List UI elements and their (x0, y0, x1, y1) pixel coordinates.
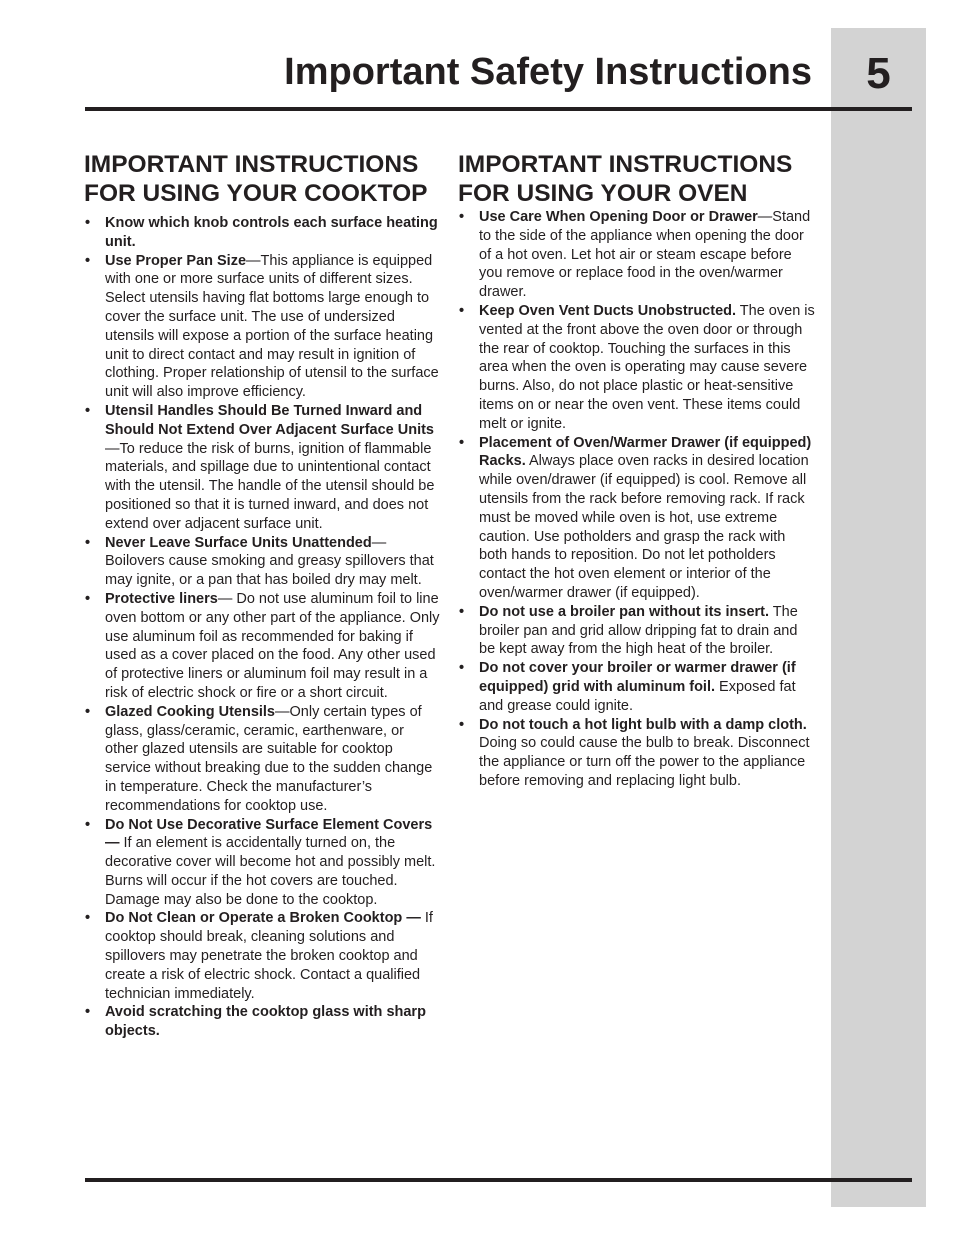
list-item (84, 252, 440, 402)
item-text: —To reduce the risk of burns, ignition of flammable materials, and spillage due to unintentional contact with the utensil. The handle of the utensil should be positioned so that it is turned inward, and does not extend over adjacent surface unit. (105, 440, 435, 532)
item-lead: Keep Oven Vent Ducts Unobstructed. (479, 302, 737, 319)
list-item (84, 402, 440, 534)
item-text: —Only certain types of glass, glass/ceramic, ceramic, earthenware, or other glazed utensils are suitable for cooktop service without breaking due to the sudden change in temperature. Check the manufacturer’s recommendations for cooktop use. (105, 703, 433, 814)
cooktop-instruction-list (84, 214, 440, 1041)
top-rule (85, 107, 912, 111)
list-item (458, 302, 816, 434)
cooktop-heading-line2: FOR USING YOUR COOKTOP (84, 180, 428, 207)
item-lead: Placement of Oven/Warmer Drawer (if equipped) Racks. (479, 434, 812, 470)
item-lead: Do not use a broiler pan without its insert. (479, 603, 770, 620)
page-title: Important Safety Instructions (284, 51, 812, 93)
cooktop-heading (84, 150, 440, 208)
list-item (458, 434, 816, 603)
oven-heading-line2: FOR USING YOUR OVEN (458, 180, 748, 207)
item-lead: Know which knob controls each surface heating unit. (105, 215, 438, 250)
list-item (458, 603, 816, 659)
list-item (84, 1003, 440, 1041)
item-text: The oven is vented at the front above the oven door or through the rear of cooktop. Touching the surfaces in this area when the oven is operating may cause severe burns. Also, do not place plastic or heat-sensitive items on or near the oven vent. These items could melt or ignite. (479, 302, 815, 432)
item-lead: Do not cover your broiler or warmer drawer (if equipped) grid with aluminum foil. (479, 660, 796, 695)
item-lead: Glazed Cooking Utensils (105, 703, 275, 720)
oven-section (458, 150, 816, 791)
page-side-tab (831, 28, 926, 1207)
item-text: Doing so could cause the bulb to break. Disconnect the appliance or turn off the power to the appliance before removing and replacing light bulb. (479, 735, 810, 789)
oven-instruction-list (458, 208, 816, 791)
item-lead: Do Not Use Decorative Surface Element Covers— (105, 816, 433, 852)
bottom-rule (85, 1178, 912, 1182)
item-lead: Do Not Clean or Operate a Broken Cooktop — (105, 910, 421, 927)
list-item (84, 214, 440, 252)
item-text: If an element is accidentally turned on, the decorative cover will become hot and possibly melt. Burns will occur if the hot covers are touched. Damage may also be done to the cooktop. (105, 835, 436, 908)
item-text: If cooktop should break, cleaning solutions and spillovers may penetrate the broken cooktop and create a risk of electric shock. Contact a qualified technician immediately. (105, 910, 433, 1002)
item-text: Always place oven racks in desired location while oven/drawer (if equipped) is cool. Remove all utensils from the rack before removing rack. If rack must be moved while oven is hot, use extreme caution. Use potholders and grasp the rack with both hands to reposition. Do not let potholders contact the hot oven element or interior of the oven/warmer drawer (if equipped). (479, 453, 809, 601)
item-text: —This appliance is equipped with one or more surface units of different sizes. Select utensils having flat bottoms large enough to cover the surface unit. The use of undersized utensils will expose a portion of the surface heating unit to direct contact and may result in ignition of clothing. Proper relationship of utensil to the surface unit will also improve efficiency. (105, 252, 439, 401)
cooktop-section (84, 150, 440, 1041)
item-lead: Use Care When Opening Door or Drawer (479, 209, 758, 225)
item-lead: Never Leave Surface Units Unattended (105, 534, 372, 551)
list-item (84, 703, 440, 816)
item-text: — Do not use aluminum foil to line oven bottom or any other part of the appliance. Only use aluminum foil as recommended for baking if used as a cover placed on the food. Any other used of protective liners or aluminum foil may result in a risk of electric shock or fire or a short circuit. (105, 590, 440, 701)
list-item (458, 659, 816, 715)
list-item (458, 208, 816, 302)
item-text: Exposed fat and grease could ignite. (479, 678, 796, 714)
item-lead: Protective liners (105, 590, 218, 607)
list-item (84, 909, 440, 1003)
list-item (84, 534, 440, 590)
cooktop-heading-line1: IMPORTANT INSTRUCTIONS (84, 151, 419, 178)
item-lead: Use Proper Pan Size (105, 252, 247, 269)
item-lead: Do not touch a hot light bulb with a damp cloth. (479, 716, 807, 733)
item-text: The broiler pan and grid allow dripping fat to drain and be kept away from the high heat of the broiler. (479, 603, 798, 658)
oven-heading (458, 150, 816, 208)
list-item (84, 816, 440, 910)
page-number: 5 (866, 49, 891, 98)
list-item (84, 590, 440, 703)
oven-heading-line1: IMPORTANT INSTRUCTIONS (458, 151, 793, 178)
list-item (458, 716, 816, 791)
item-lead: Utensil Handles Should Be Turned Inward and Should Not Extend Over Adjacent Surface Units (105, 402, 434, 438)
item-lead: Avoid scratching the cooktop glass with sharp objects. (105, 1004, 426, 1040)
item-text: —Stand to the side of the appliance when opening the door of a hot oven. Let hot air or steam escape before you remove or replace food in the oven/warmer drawer. (479, 209, 811, 301)
item-text: —Boilovers cause smoking and greasy spillovers that may ignite, or a pan that has boiled dry may melt. (105, 534, 434, 589)
